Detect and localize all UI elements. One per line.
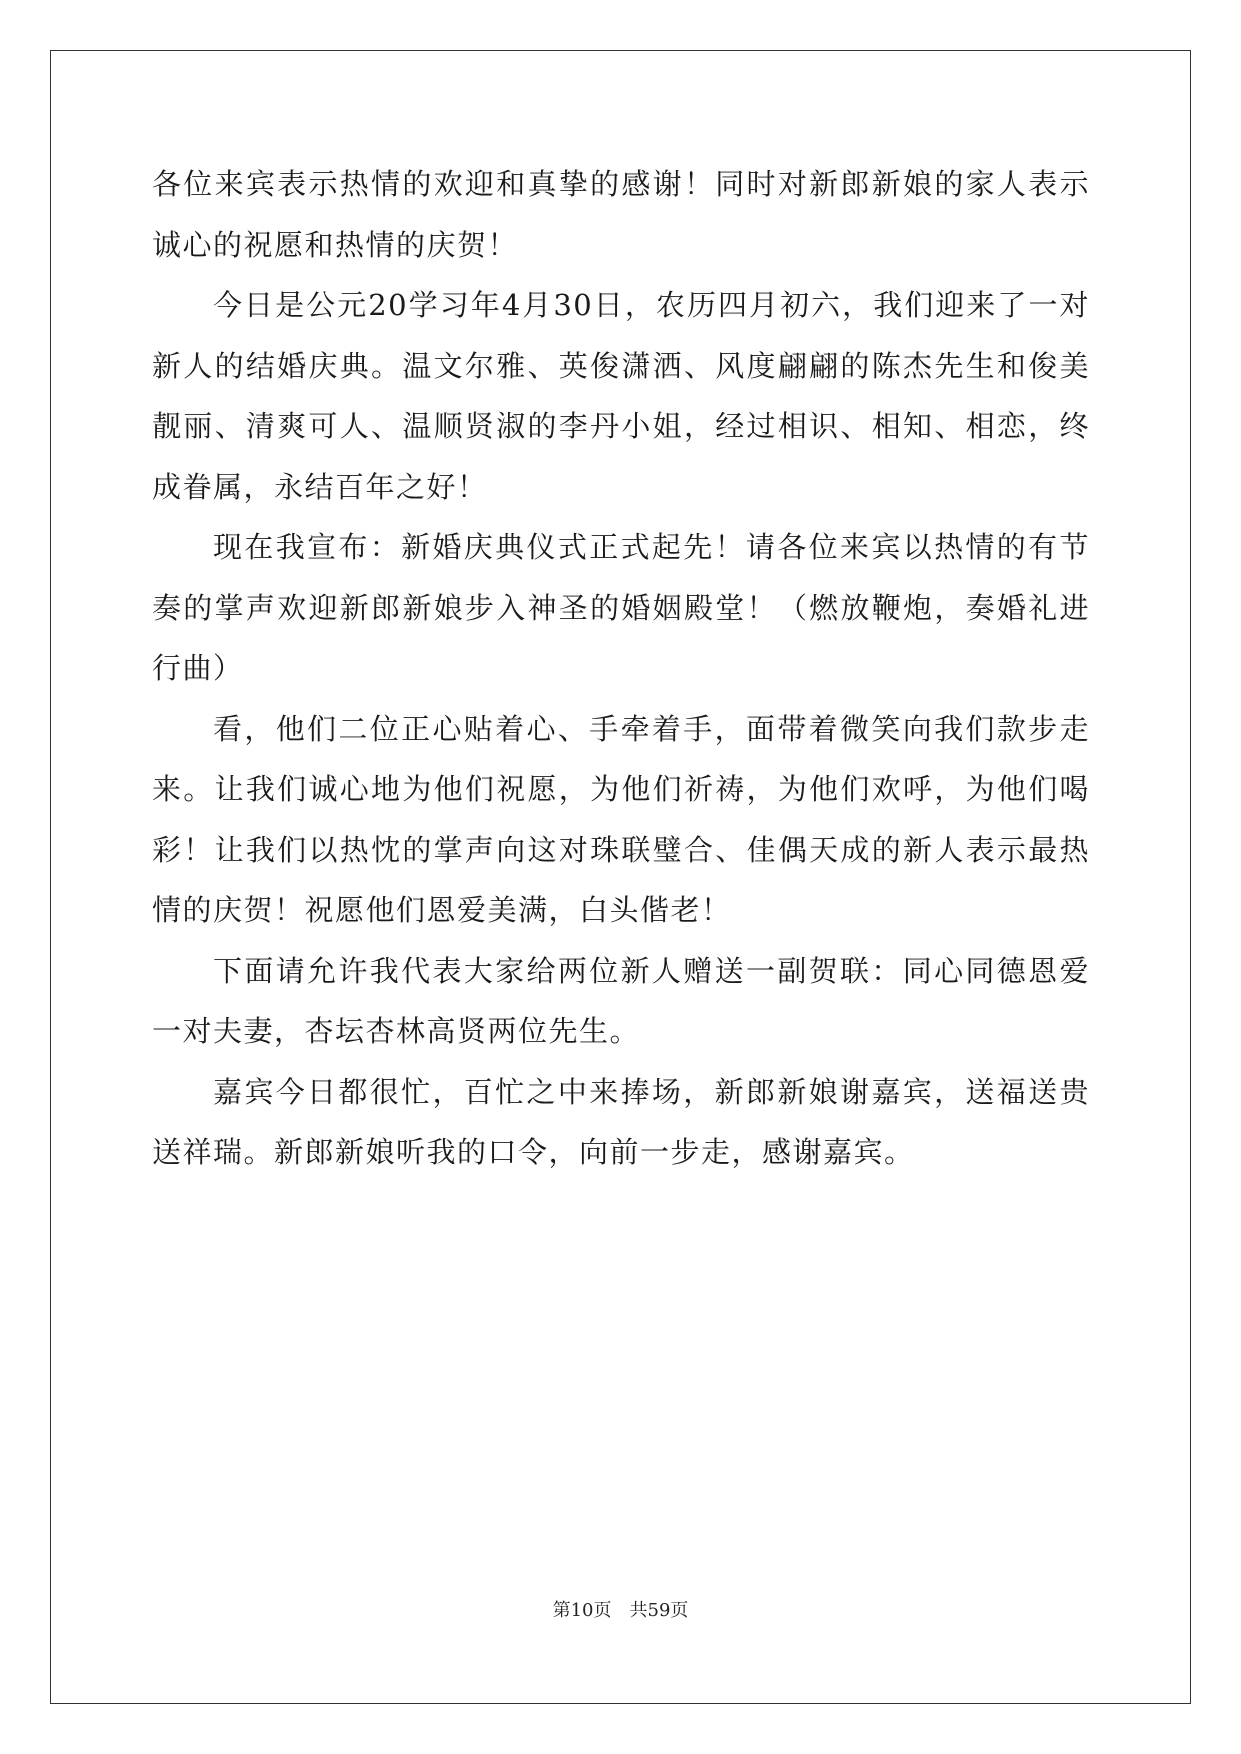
paragraph: 各位来宾表示热情的欢迎和真挚的感谢！同时对新郎新娘的家人表示诚心的祝愿和热情的庆贺！ [152, 167, 1090, 262]
document-body [152, 154, 1090, 1183]
page-total: 共59页 [629, 1600, 689, 1621]
page-number: 第10页 [552, 1600, 612, 1621]
page-footer [0, 1596, 1241, 1622]
paragraph: 今日是公元20学习年4月30日，农历四月初六，我们迎来了一对新人的结婚庆典。温文尔雅、英俊潇洒、风度翩翩的陈杰先生和俊美靓丽、清爽可人、温顺贤淑的李丹小姐，经过相识、相知、相恋，终成眷属，永结百年之好！ [152, 288, 1090, 504]
paragraph: 现在我宣布：新婚庆典仪式正式起先！请各位来宾以热情的有节奏的掌声欢迎新郎新娘步入神圣的婚姻殿堂！（燃放鞭炮，奏婚礼进行曲） [152, 530, 1090, 685]
paragraph: 看，他们二位正心贴着心、手牵着手，面带着微笑向我们款步走来。让我们诚心地为他们祝愿，为他们祈祷，为他们欢呼，为他们喝彩！让我们以热忱的掌声向这对珠联璧合、佳偶天成的新人表示最热情的庆贺！祝愿他们恩爱美满，白头偕老！ [152, 711, 1090, 927]
paragraph: 嘉宾今日都很忙，百忙之中来捧场，新郎新娘谢嘉宾，送福送贵送祥瑞。新郎新娘听我的口令，向前一步走，感谢嘉宾。 [152, 1074, 1090, 1169]
paragraph: 下面请允许我代表大家给两位新人赠送一副贺联：同心同德恩爱一对夫妻，杏坛杏林高贤两位先生。 [152, 953, 1090, 1048]
